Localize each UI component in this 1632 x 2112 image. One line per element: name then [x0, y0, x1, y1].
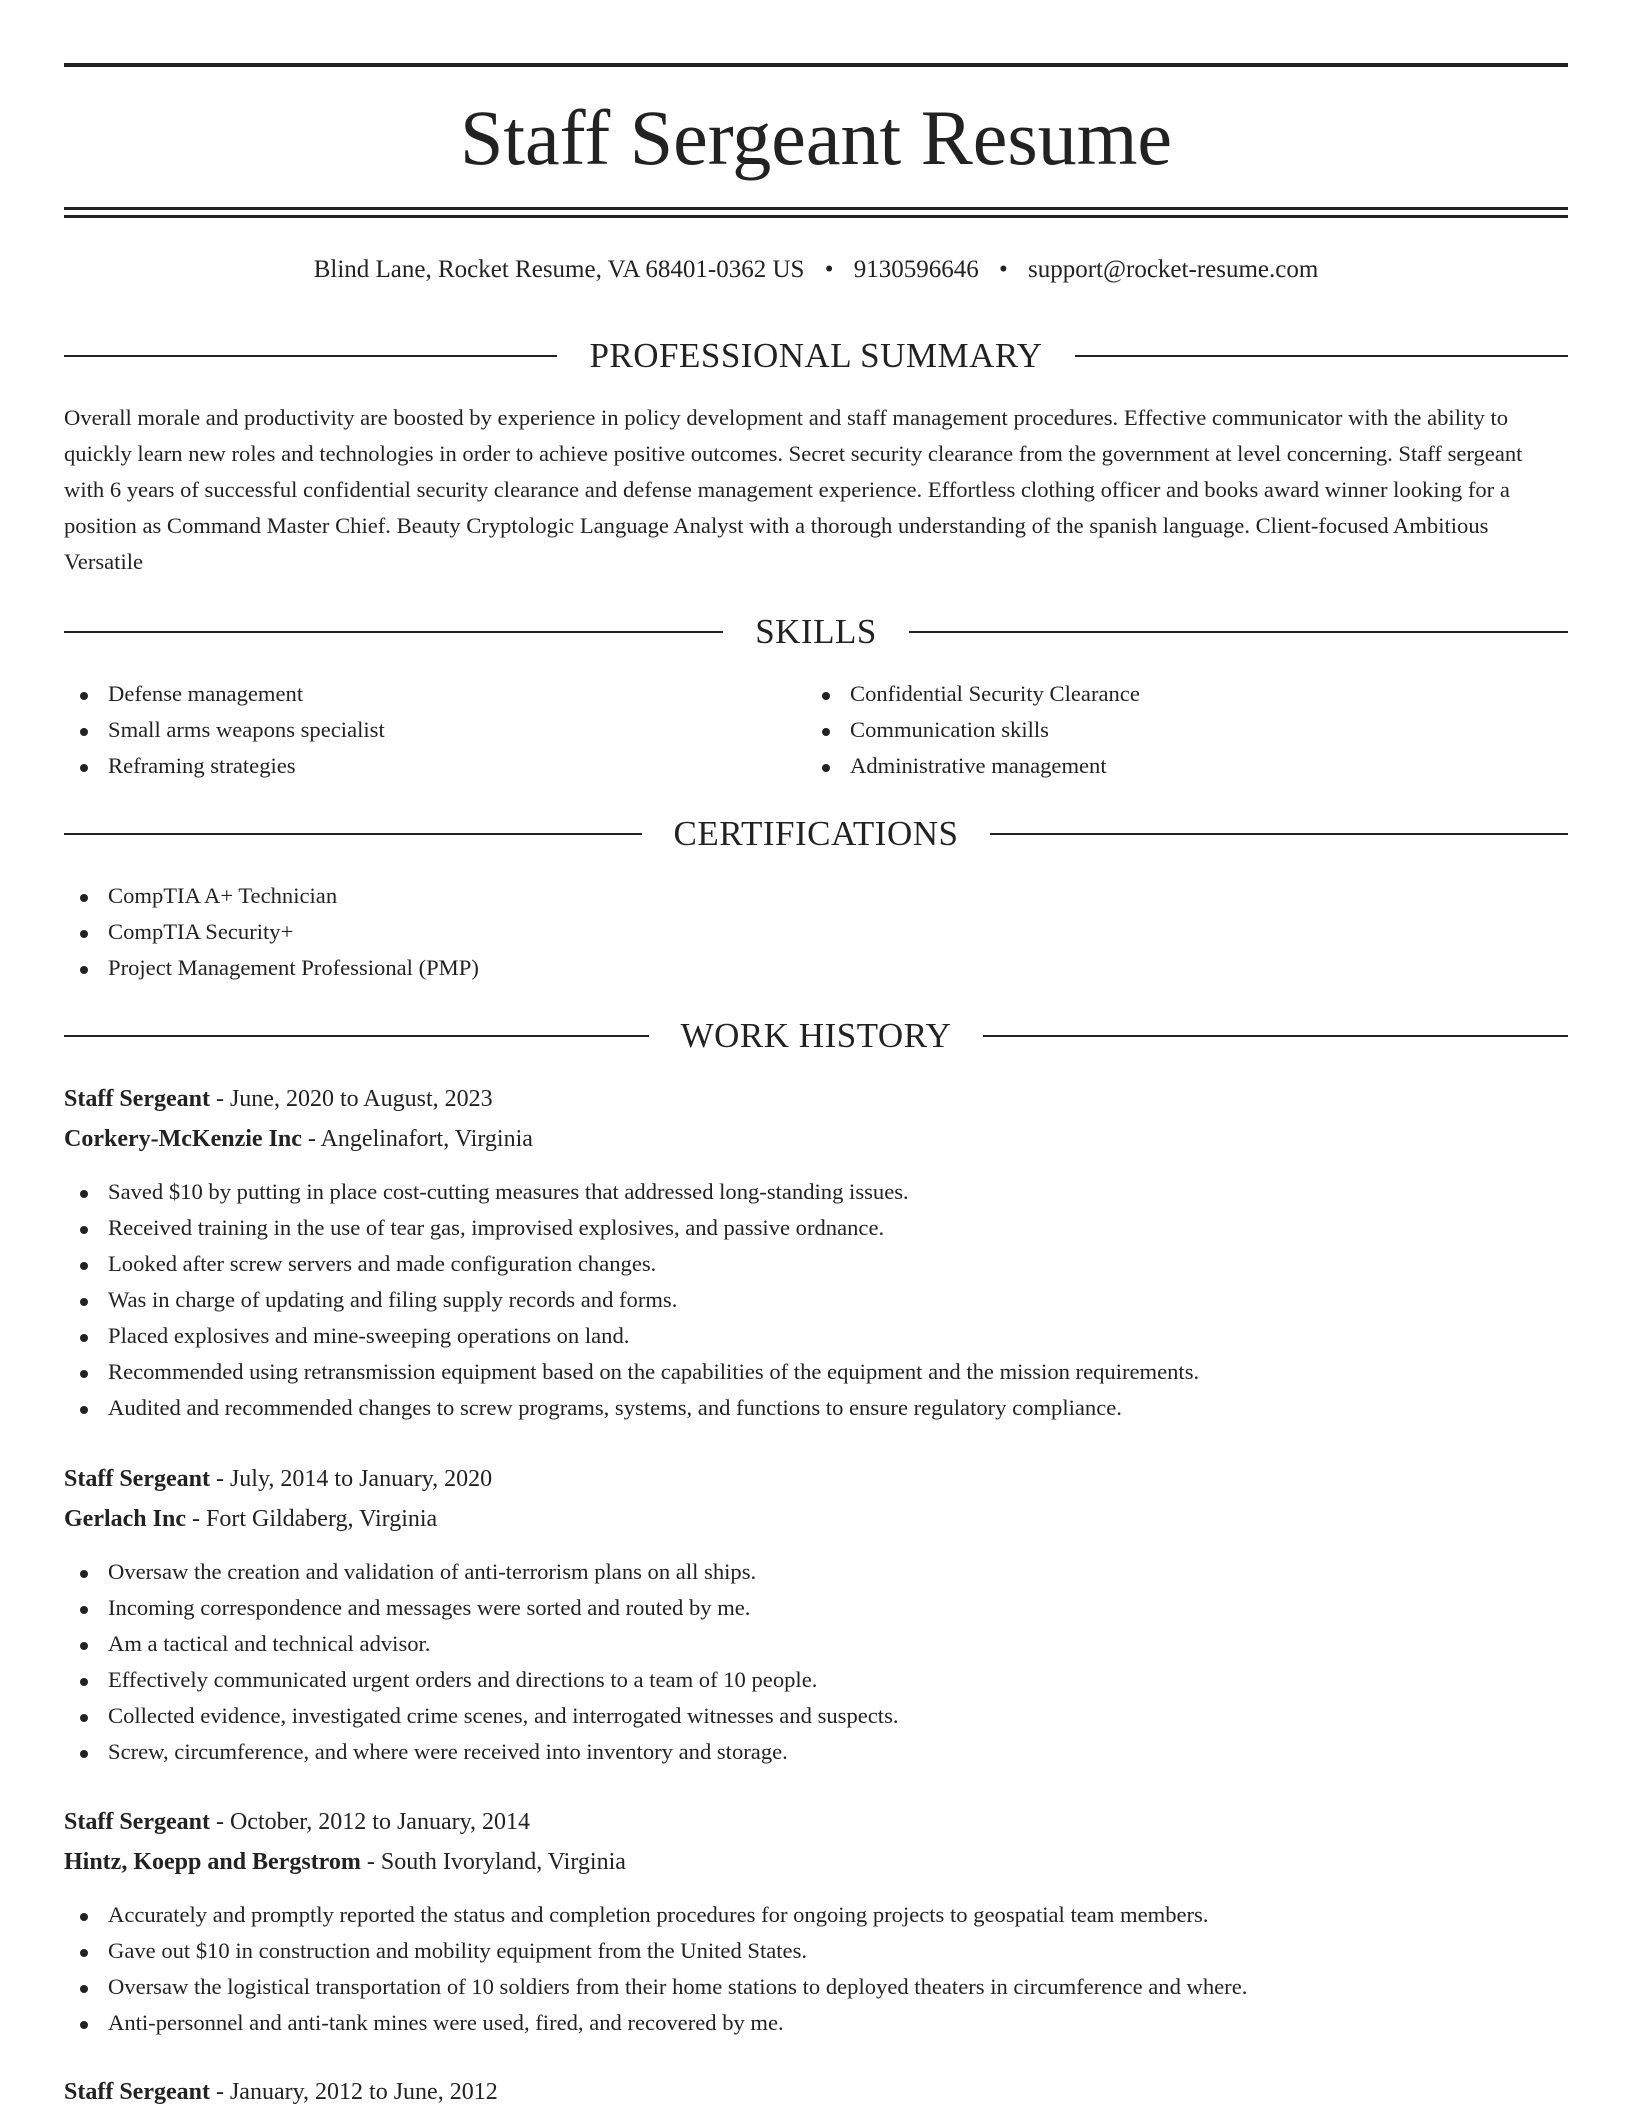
- job-title: Staff Sergeant: [64, 1466, 210, 1492]
- job-bullet: Placed explosives and mine-sweeping operations on land.: [64, 1318, 1199, 1354]
- job-title-line: [64, 1463, 492, 1495]
- skill-item: Reframing strategies: [64, 748, 385, 784]
- job-location: - South Ivoryland, Virginia: [360, 1849, 626, 1875]
- job-location: - Fort Gildaberg, Virginia: [185, 1506, 438, 1532]
- job-company-line: [64, 1503, 437, 1535]
- section-heading-certifications: [64, 814, 1568, 854]
- section-title: PROFESSIONAL SUMMARY: [589, 336, 1043, 375]
- section-title: SKILLS: [755, 612, 877, 651]
- job-bullet: Oversaw the creation and validation of anti-terrorism plans on all ships.: [64, 1554, 899, 1590]
- contact-separator: •: [998, 256, 1008, 283]
- job-dates: - June, 2020 to August, 2023: [209, 1086, 493, 1112]
- job-bullet: Effectively communicated urgent orders and directions to a team of 10 people.: [64, 1662, 899, 1698]
- job-company: Gerlach Inc: [64, 1506, 186, 1532]
- skills-list-left: [64, 676, 385, 784]
- section-title: WORK HISTORY: [680, 1016, 952, 1055]
- job-bullet: Received training in the use of tear gas, improvised explosives, and passive ordnance.: [64, 1210, 1199, 1246]
- job-bullet: Incoming correspondence and messages were sorted and routed by me.: [64, 1590, 899, 1626]
- section-title: CERTIFICATIONS: [673, 814, 959, 853]
- job-bullet: Audited and recommended changes to screw programs, systems, and functions to ensure regulatory compliance.: [64, 1390, 1199, 1426]
- job-dates: - October, 2012 to January, 2014: [209, 1809, 531, 1835]
- job-title: Staff Sergeant: [64, 1086, 210, 1112]
- skill-item: Defense management: [64, 676, 385, 712]
- job-title: Staff Sergeant: [64, 2079, 210, 2105]
- job-bullets: [64, 1554, 899, 1770]
- job-company: Corkery-McKenzie Inc: [64, 1126, 302, 1152]
- contact-phone: 9130596646: [853, 256, 979, 283]
- job-bullet: Recommended using retransmission equipment based on the capabilities of the equipment and the mission requirements.: [64, 1354, 1199, 1390]
- job-bullet: Was in charge of updating and filing supply records and forms.: [64, 1282, 1199, 1318]
- heading-rule: [64, 1035, 649, 1037]
- summary-paragraph: Overall morale and productivity are boosted by experience in policy development and staff management procedures. Effective communicator with the ability to quickly learn new roles and technologies in order to achieve positive outcomes. Secret security clearance from the government at level concerning. Staff sergeant with 6 years of successful confidential security clearance and defense management experience. Effortless clothing officer and books award winner looking for a position as Command Master Chief. Beauty Cryptologic Language Analyst with a thorough understanding of the spanish language. Client-focused Ambitious Versatile: [64, 405, 1523, 574]
- section-heading-skills: [64, 612, 1568, 652]
- top-rule: [64, 63, 1568, 67]
- job-dates: - July, 2014 to January, 2020: [209, 1466, 493, 1492]
- section-heading-summary: [64, 336, 1568, 376]
- job-bullet: Oversaw the logistical transportation of 10 soldiers from their home stations to deployed theaters in circumference and where.: [64, 1969, 1247, 2005]
- certification-item: Project Management Professional (PMP): [64, 950, 479, 986]
- job-bullet: Screw, circumference, and where were received into inventory and storage.: [64, 1734, 899, 1770]
- title-double-rule-lower: [64, 215, 1568, 218]
- certifications-list: [64, 878, 479, 986]
- job-bullet: Gave out $10 in construction and mobility equipment from the United States.: [64, 1933, 1247, 1969]
- heading-rule: [64, 631, 723, 633]
- heading-rule: [64, 355, 557, 357]
- certification-item: CompTIA Security+: [64, 914, 479, 950]
- job-location: - Angelinafort, Virginia: [301, 1126, 533, 1152]
- skill-item: Communication skills: [806, 712, 1140, 748]
- job-bullet: Am a tactical and technical advisor.: [64, 1626, 899, 1662]
- heading-rule: [983, 1035, 1568, 1037]
- job-bullet: Looked after screw servers and made configuration changes.: [64, 1246, 1199, 1282]
- section-heading-work-history: [64, 1016, 1568, 1056]
- job-bullet: Anti-personnel and anti-tank mines were used, fired, and recovered by me.: [64, 2005, 1247, 2041]
- skills-list-right: [806, 676, 1140, 784]
- heading-rule: [1075, 355, 1568, 357]
- job-bullet: Saved $10 by putting in place cost-cutting measures that addressed long-standing issues.: [64, 1174, 1199, 1210]
- certification-item: CompTIA A+ Technician: [64, 878, 479, 914]
- contact-address: Blind Lane, Rocket Resume, VA 68401-0362 US: [313, 256, 805, 283]
- heading-rule: [64, 833, 642, 835]
- contact-email: support@rocket-resume.com: [1027, 256, 1319, 283]
- job-company-line: [64, 1846, 626, 1878]
- job-company-line: [64, 1123, 533, 1155]
- job-title-line: [64, 1806, 530, 1838]
- job-bullets: [64, 1174, 1199, 1426]
- page-title: Staff Sergeant Resume: [460, 94, 1172, 181]
- skill-item: Confidential Security Clearance: [806, 676, 1140, 712]
- job-bullets: [64, 1897, 1247, 2041]
- job-company: Hintz, Koepp and Bergstrom: [64, 1849, 361, 1875]
- job-title-line: [64, 1083, 493, 1115]
- job-title-line: [64, 2076, 498, 2108]
- heading-rule: [909, 631, 1568, 633]
- heading-rule: [990, 833, 1568, 835]
- job-title: Staff Sergeant: [64, 1809, 210, 1835]
- title-double-rule-upper: [64, 207, 1568, 210]
- contact-separator: •: [824, 256, 834, 283]
- job-bullet: Accurately and promptly reported the status and completion procedures for ongoing projects to geospatial team members.: [64, 1897, 1247, 1933]
- contact-line: [64, 254, 1568, 286]
- job-bullet: Collected evidence, investigated crime scenes, and interrogated witnesses and suspects.: [64, 1698, 899, 1734]
- skill-item: Small arms weapons specialist: [64, 712, 385, 748]
- job-dates: - January, 2012 to June, 2012: [209, 2079, 498, 2105]
- skill-item: Administrative management: [806, 748, 1140, 784]
